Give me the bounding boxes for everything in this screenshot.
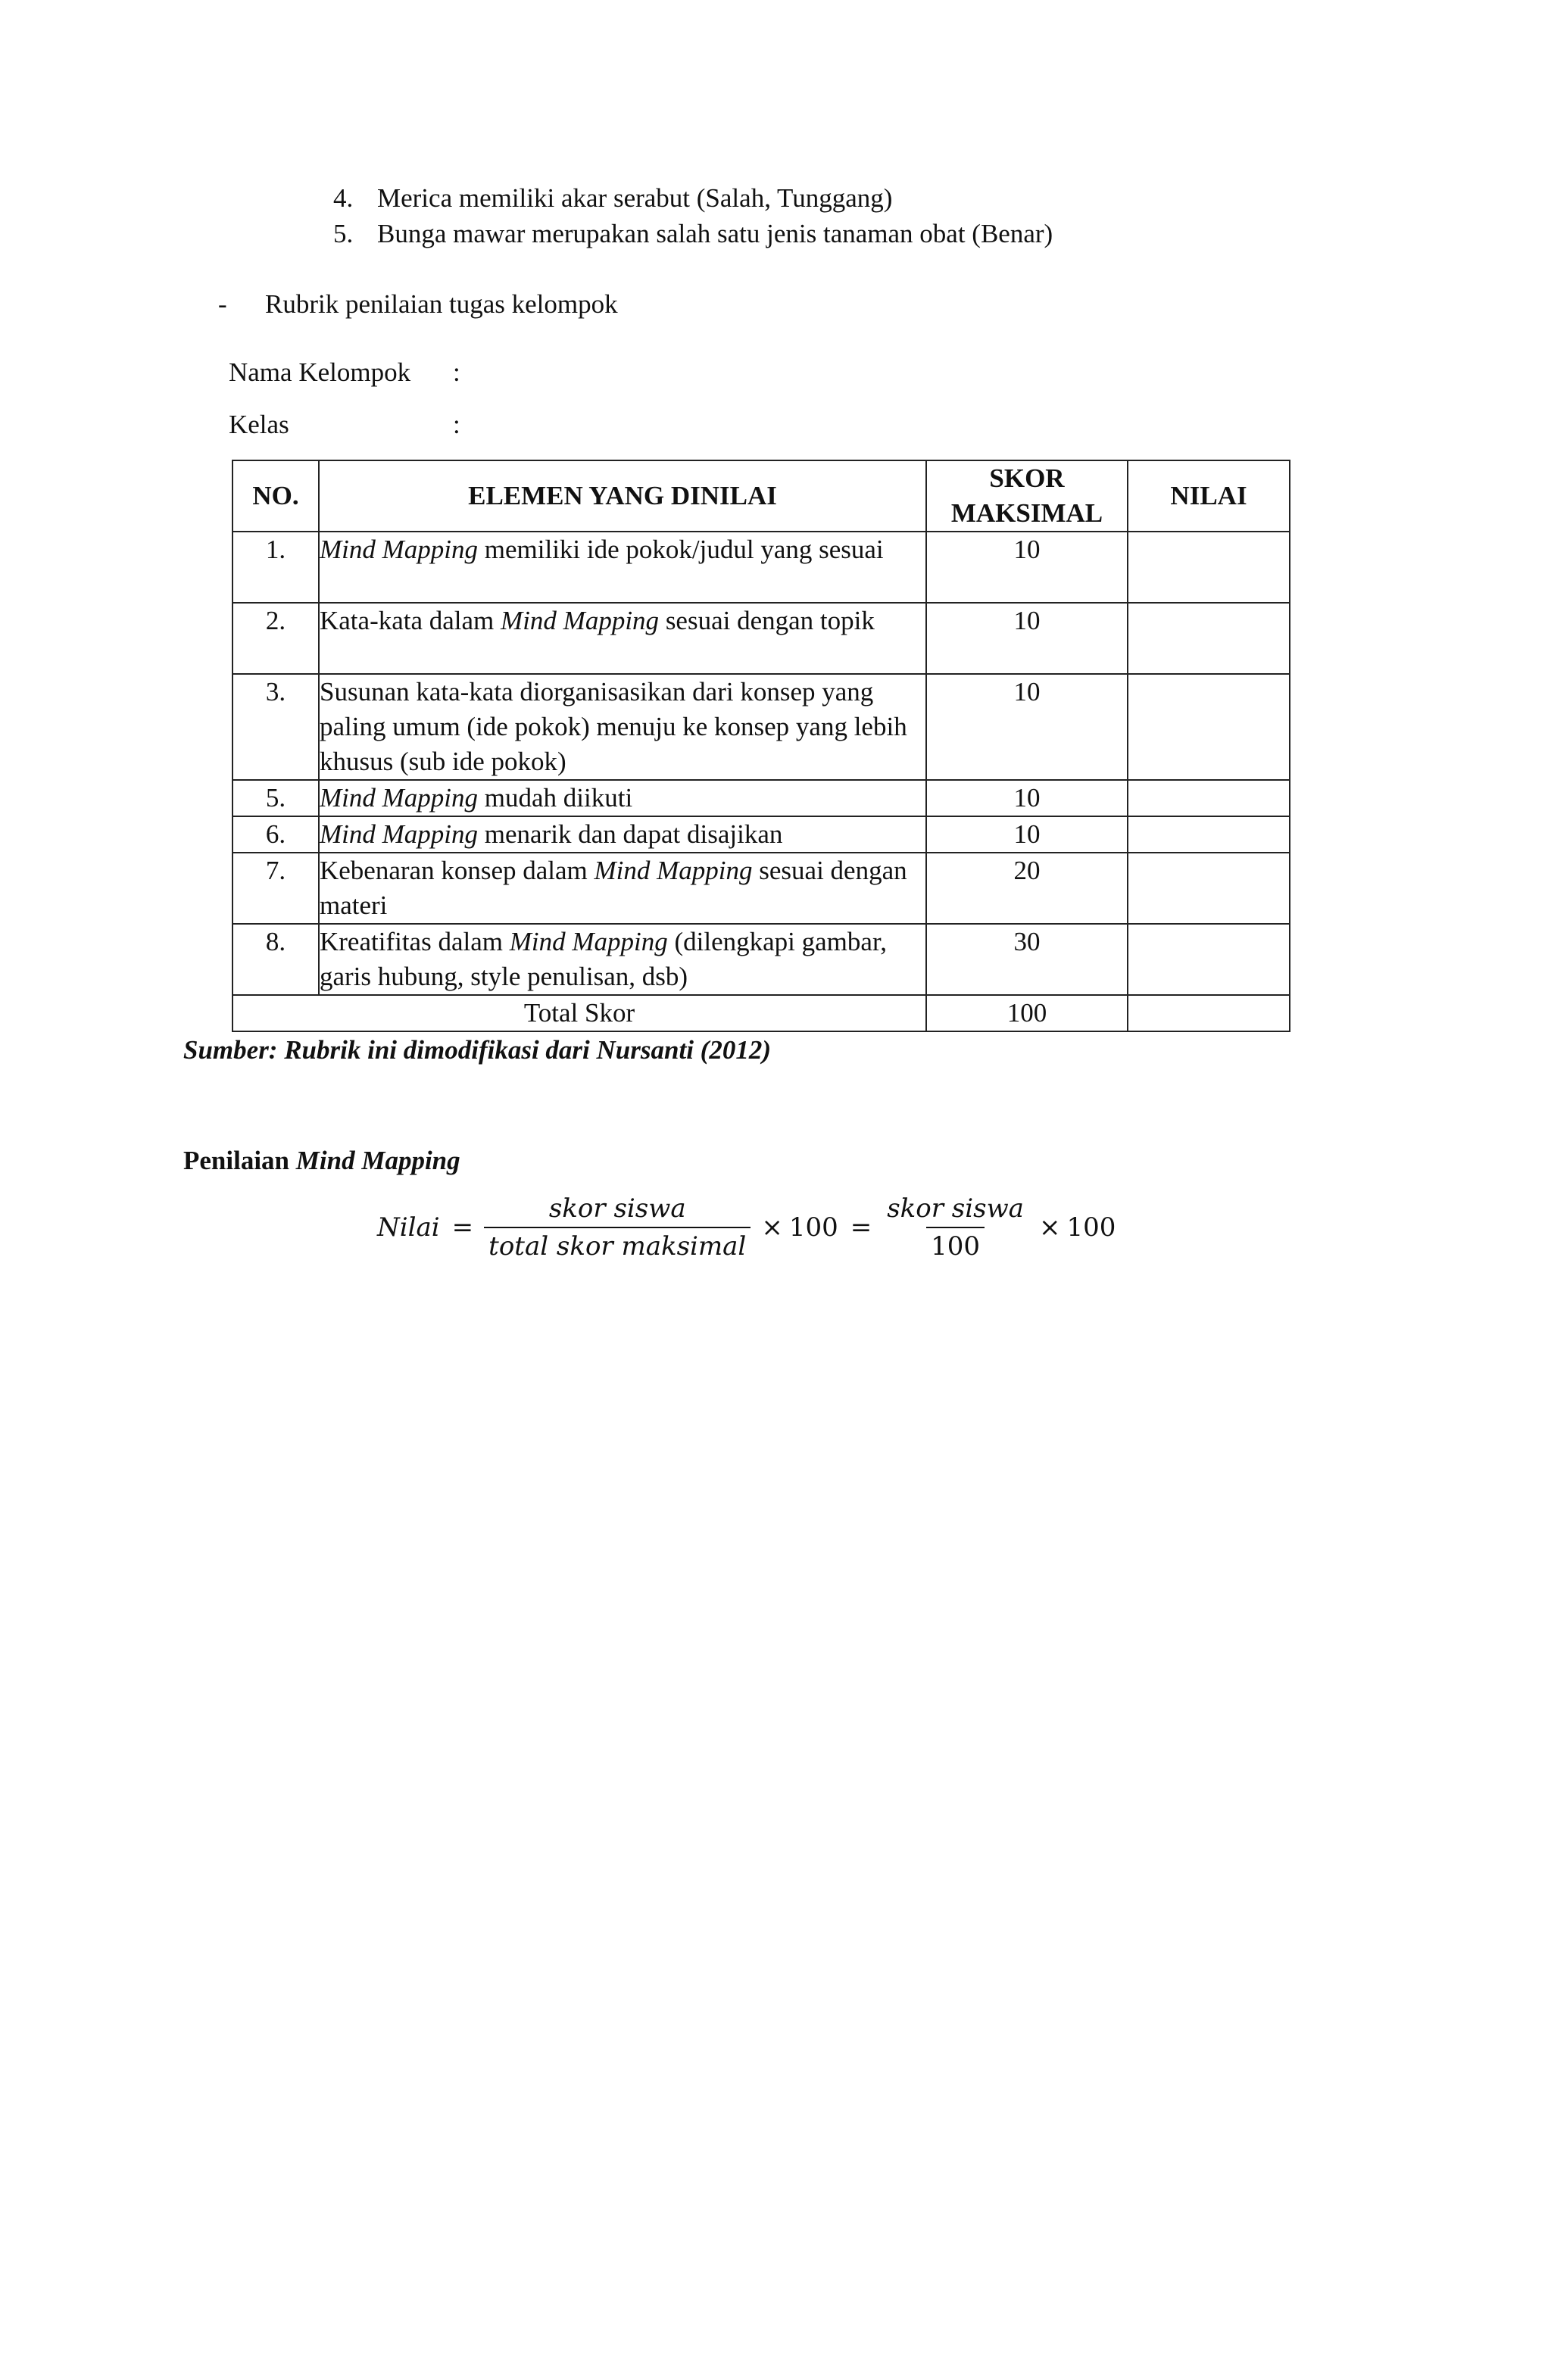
fraction-1-numerator: skor siswa [548,1193,686,1224]
row-max-score: 20 [926,853,1128,924]
row-element-italic: Mind Mapping [320,535,479,564]
row-max-score: 10 [926,780,1128,816]
row-element-text: sesuai dengan materi [320,856,907,920]
table-total-row [232,995,1290,1031]
row-element-pre: Kreatifitas dalam [320,927,510,956]
row-grade-cell[interactable] [1128,816,1290,853]
row-element-italic: Mind Mapping [594,856,753,885]
row-max-score: 10 [926,674,1128,780]
row-max-score: 10 [926,816,1128,853]
list-text: Bunga mawar merupakan salah satu jenis tanaman obat (Benar) [377,219,1053,248]
row-number: 1. [232,532,319,603]
row-element [319,780,926,816]
formula-fraction-1 [484,1193,751,1262]
row-grade-cell[interactable] [1128,924,1290,995]
total-grade-cell[interactable] [1128,995,1290,1031]
row-element-text: menarik dan dapat disajikan [478,819,783,849]
rubric-table [232,460,1290,1032]
table-row [232,780,1290,816]
row-element [319,924,926,995]
row-number: 8. [232,924,319,995]
row-grade-cell[interactable] [1128,674,1290,780]
bullet-dash: - [218,289,227,319]
row-number: 3. [232,674,319,780]
list-text: Merica memiliki akar serabut (Salah, Tunggang) [377,183,893,213]
list-item [333,182,892,214]
table-row [232,816,1290,853]
table-header-row [232,460,1290,532]
row-element [319,674,926,780]
section-title: Rubrik penilaian tugas kelompok [265,289,618,319]
row-element-italic: Mind Mapping [320,783,479,813]
field-colon: : [453,357,460,387]
source-note: Sumber: Rubrik ini dimodifikasi dari Nursanti (2012) [183,1035,771,1065]
row-number: 7. [232,853,319,924]
total-label: Total Skor [232,995,926,1031]
formula-times: × [761,1212,783,1243]
row-element-pre: Kebenaran konsep dalam [320,856,594,885]
fraction-1-denominator: total skor maksimal [484,1227,751,1262]
formula-fraction-2 [882,1193,1028,1262]
list-number: 4. [333,183,354,213]
formula-equals: = [850,1212,872,1243]
row-max-score: 30 [926,924,1128,995]
formula-hundred: 100 [788,1212,838,1243]
row-grade-cell[interactable] [1128,532,1290,603]
table-row [232,924,1290,995]
fraction-2-denominator: 100 [926,1227,985,1262]
row-grade-cell[interactable] [1128,603,1290,674]
row-number: 5. [232,780,319,816]
table-row [232,532,1290,603]
class-label: Kelas [229,410,289,439]
row-grade-cell[interactable] [1128,780,1290,816]
list-number: 5. [333,219,354,248]
total-score: 100 [926,995,1128,1031]
group-name-field [229,357,532,388]
row-number: 6. [232,816,319,853]
assessment-prefix: Penilaian [183,1146,296,1175]
row-max-score: 10 [926,603,1128,674]
row-max-score: 10 [926,532,1128,603]
row-element-text: (dilengkapi gambar, garis hubung, style penulisan, dsb) [320,927,887,991]
row-element [319,816,926,853]
table-row [232,853,1290,924]
field-colon: : [453,410,460,439]
row-grade-cell[interactable] [1128,853,1290,924]
row-element-text: mudah diikuti [478,783,633,813]
header-no: NO. [232,460,319,532]
fraction-2-numerator: skor siswa [887,1193,1024,1224]
section-heading [218,289,618,320]
table-row [232,603,1290,674]
assessment-heading [183,1145,460,1177]
row-element-italic: Mind Mapping [501,606,660,635]
row-element-text: memiliki ide pokok/judul yang sesuai [478,535,884,564]
header-element: ELEMEN YANG DINILAI [319,460,926,532]
assessment-italic: Mind Mapping [295,1146,460,1175]
table-row [232,674,1290,780]
row-element-italic: Mind Mapping [509,927,668,956]
row-element [319,532,926,603]
row-element-text: Susunan kata-kata diorganisasikan dari konsep yang paling umum (ide pokok) menuju ke konsep yang lebih khusus (sub ide pokok) [320,677,907,776]
row-element [319,603,926,674]
formula-lhs: Nilai [377,1212,440,1243]
formula-times: × [1038,1212,1061,1243]
formula-hundred: 100 [1066,1212,1116,1243]
group-name-label: Nama Kelompok [229,357,411,387]
row-number: 2. [232,603,319,674]
formula-equals: = [451,1212,474,1243]
header-grade: NILAI [1128,460,1290,532]
score-formula [377,1193,1116,1262]
row-element-pre: Kata-kata dalam [320,606,501,635]
row-element [319,853,926,924]
class-field [229,409,532,441]
row-element-text: sesuai dengan topik [659,606,875,635]
row-element-italic: Mind Mapping [320,819,479,849]
list-item [333,218,1053,250]
header-max-score: SKOR MAKSIMAL [926,460,1128,532]
